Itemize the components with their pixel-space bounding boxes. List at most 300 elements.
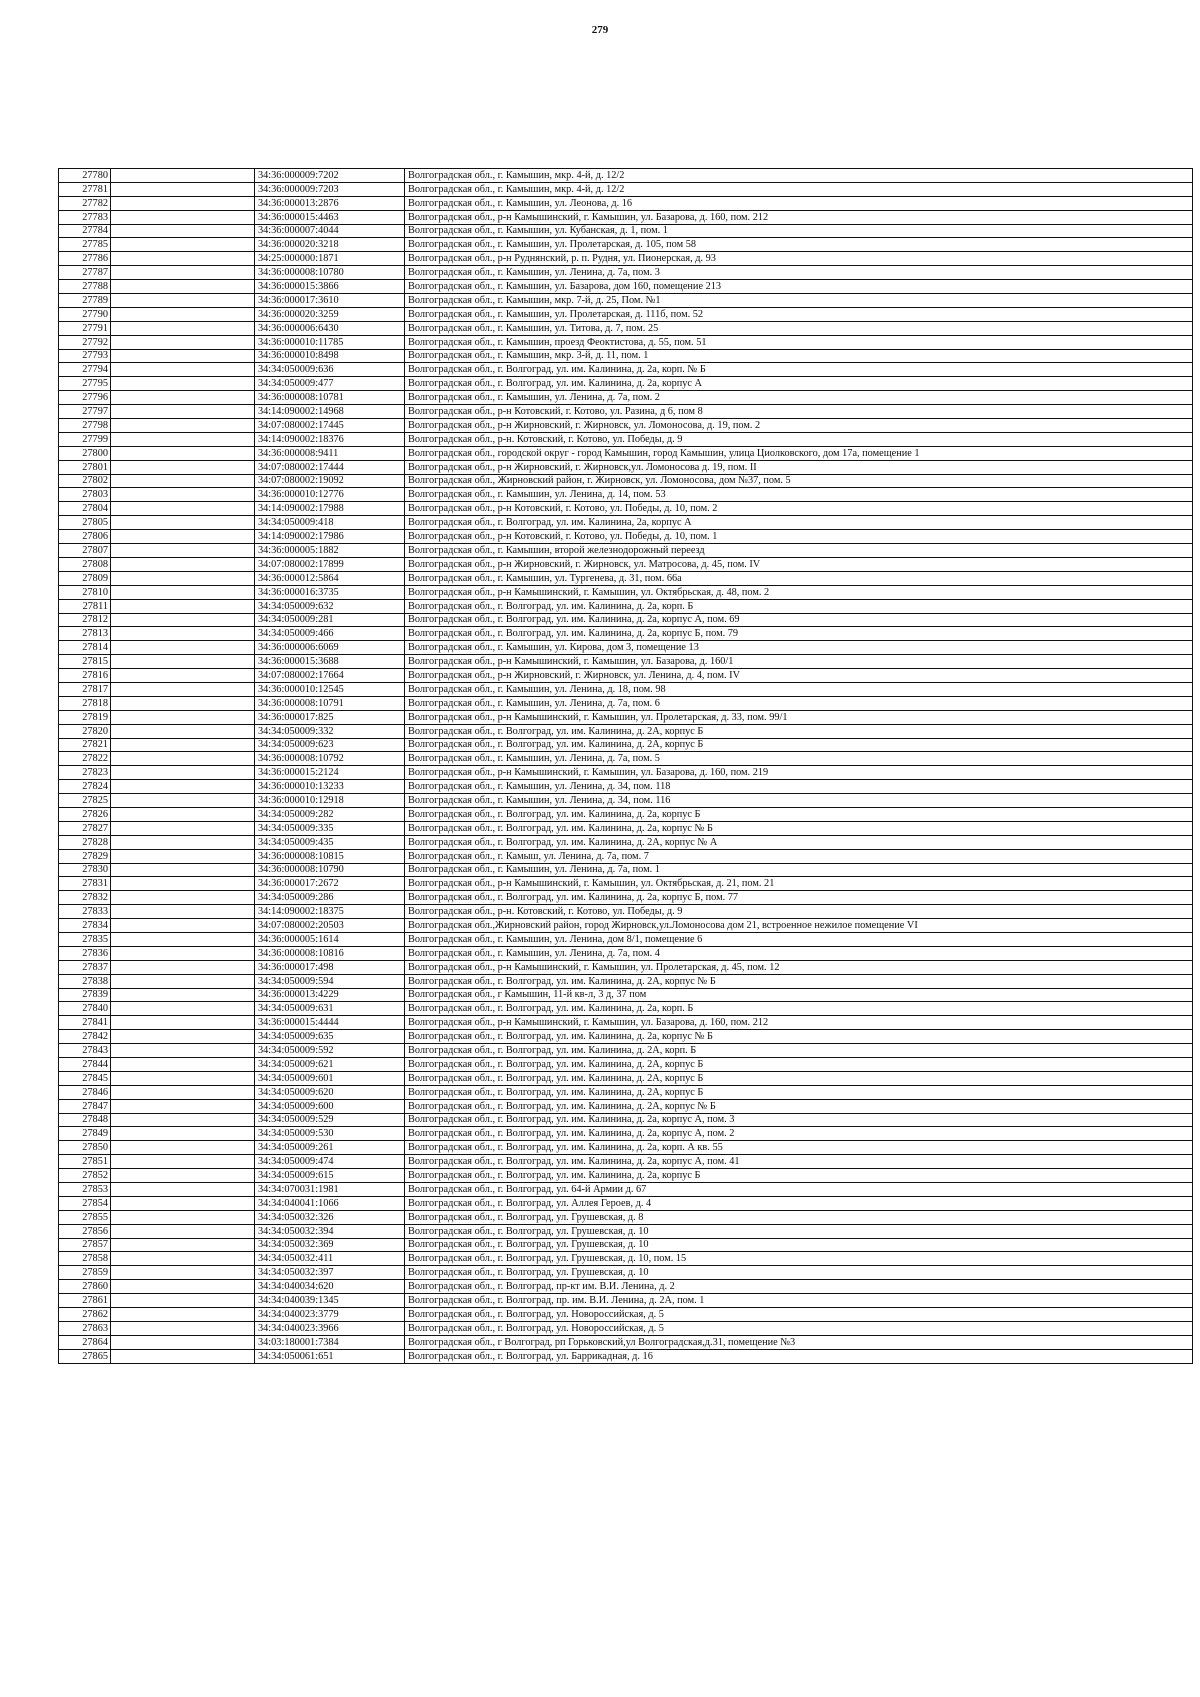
row-number-cell: 27834 — [59, 919, 111, 933]
empty-cell — [111, 252, 255, 266]
table-row — [59, 849, 1193, 863]
cadastral-number-cell: 34:36:000005:1882 — [255, 544, 405, 558]
cadastral-number-cell: 34:34:050009:261 — [255, 1141, 405, 1155]
cadastral-number-cell: 34:14:090002:18375 — [255, 905, 405, 919]
address-cell: Волгоградская обл., р-н Котовский, г. Котово, ул. Победы, д. 10, пом. 1 — [405, 530, 1193, 544]
empty-cell — [111, 446, 255, 460]
address-cell: Волгоградская обл., г. Волгоград, ул. им. Калинина, д. 2А, корпус № А — [405, 835, 1193, 849]
empty-cell — [111, 585, 255, 599]
table-row — [59, 1335, 1193, 1349]
row-number-cell: 27823 — [59, 766, 111, 780]
table-row — [59, 1113, 1193, 1127]
address-cell: Волгоградская обл., г. Волгоград, ул. им. Калинина, д. 2а, корпус А, пом. 2 — [405, 1127, 1193, 1141]
empty-cell — [111, 169, 255, 183]
table-row — [59, 377, 1193, 391]
row-number-cell: 27863 — [59, 1321, 111, 1335]
table-row — [59, 1321, 1193, 1335]
address-cell: Волгоградская обл., г. Волгоград, пр. им. В.И. Ленина, д. 2А, пом. 1 — [405, 1294, 1193, 1308]
table-row — [59, 1044, 1193, 1058]
address-cell: Волгоградская обл., р-н Камышинский, г. Камышин, ул. Октябрьская, д. 21, пом. 21 — [405, 877, 1193, 891]
cadastral-number-cell: 34:36:000008:10815 — [255, 849, 405, 863]
row-number-cell: 27857 — [59, 1238, 111, 1252]
empty-cell — [111, 280, 255, 294]
address-cell: Волгоградская обл., г. Волгоград, ул. Новороссийская, д. 5 — [405, 1308, 1193, 1322]
cadastral-number-cell: 34:36:000008:10790 — [255, 863, 405, 877]
cadastral-number-cell: 34:34:050032:369 — [255, 1238, 405, 1252]
address-cell: Волгоградская обл., г. Камышин, ул. Леонова, д. 16 — [405, 196, 1193, 210]
empty-cell — [111, 905, 255, 919]
address-cell: Волгоградская обл., р-н Котовский, г. Котово, ул. Разина, д 6, пом 8 — [405, 405, 1193, 419]
table-row — [59, 988, 1193, 1002]
table-row — [59, 627, 1193, 641]
address-cell: Волгоградская обл., р-н Камышинский, г. Камышин, ул. Пролетарская, д. 33, пом. 99/1 — [405, 710, 1193, 724]
cadastral-number-cell: 34:14:090002:17988 — [255, 502, 405, 516]
cadastral-number-cell: 34:14:090002:17986 — [255, 530, 405, 544]
address-cell: Волгоградская обл., р-н Жирновский, г. Жирновск,ул. Ломоносова д. 19, пом. II — [405, 460, 1193, 474]
row-number-cell: 27801 — [59, 460, 111, 474]
empty-cell — [111, 1266, 255, 1280]
cadastral-number-cell: 34:34:040023:3966 — [255, 1321, 405, 1335]
empty-cell — [111, 502, 255, 516]
cadastral-number-cell: 34:07:080002:20503 — [255, 919, 405, 933]
empty-cell — [111, 432, 255, 446]
table-row — [59, 210, 1193, 224]
cadastral-number-cell: 34:25:000000:1871 — [255, 252, 405, 266]
address-cell: Волгоградская обл., г. Камышин, ул. Базарова, дом 160, помещение 213 — [405, 280, 1193, 294]
empty-cell — [111, 877, 255, 891]
empty-cell — [111, 655, 255, 669]
address-cell: Волгоградская обл., г Волгоград, рп Горьковский,ул Волгоградская,д.31, помещение №3 — [405, 1335, 1193, 1349]
table-row — [59, 1294, 1193, 1308]
cadastral-number-cell: 34:34:050009:530 — [255, 1127, 405, 1141]
empty-cell — [111, 1155, 255, 1169]
empty-cell — [111, 1238, 255, 1252]
table-row — [59, 1002, 1193, 1016]
address-cell: Волгоградская обл., г. Волгоград, ул. Аллея Героев, д. 4 — [405, 1196, 1193, 1210]
row-number-cell: 27793 — [59, 349, 111, 363]
address-cell: Волгоградская обл., г. Камышин, мкр. 4-й, д. 12/2 — [405, 169, 1193, 183]
empty-cell — [111, 335, 255, 349]
cadastral-number-cell: 34:36:000015:3688 — [255, 655, 405, 669]
empty-cell — [111, 738, 255, 752]
cadastral-number-cell: 34:34:050009:636 — [255, 363, 405, 377]
address-cell: Волгоградская обл., г. Волгоград, ул. им. Калинина, д. 2А, корпус Б — [405, 724, 1193, 738]
row-number-cell: 27794 — [59, 363, 111, 377]
row-number-cell: 27825 — [59, 794, 111, 808]
row-number-cell: 27861 — [59, 1294, 111, 1308]
empty-cell — [111, 530, 255, 544]
cadastral-number-cell: 34:34:050009:621 — [255, 1058, 405, 1072]
row-number-cell: 27843 — [59, 1044, 111, 1058]
cadastral-number-cell: 34:07:080002:17899 — [255, 557, 405, 571]
cadastral-number-cell: 34:34:050009:529 — [255, 1113, 405, 1127]
address-cell: Волгоградская обл., г. Камышин, ул. Ленина, д. 7а, пом. 1 — [405, 863, 1193, 877]
row-number-cell: 27783 — [59, 210, 111, 224]
table-row — [59, 1280, 1193, 1294]
cadastral-number-cell: 34:07:080002:17445 — [255, 419, 405, 433]
empty-cell — [111, 641, 255, 655]
row-number-cell: 27804 — [59, 502, 111, 516]
cadastral-number-cell: 34:34:050009:286 — [255, 891, 405, 905]
table-row — [59, 446, 1193, 460]
cadastral-number-cell: 34:36:000006:6430 — [255, 321, 405, 335]
table-row — [59, 613, 1193, 627]
address-cell: Волгоградская обл., р-н Камышинский, г. Камышин, ул. Октябрьская, д. 48, пом. 2 — [405, 585, 1193, 599]
cadastral-number-cell: 34:34:050009:592 — [255, 1044, 405, 1058]
table-row — [59, 641, 1193, 655]
table-row — [59, 488, 1193, 502]
cadastral-number-cell: 34:36:000010:12918 — [255, 794, 405, 808]
address-cell: Волгоградская обл., г. Волгоград, ул. им. Калинина, д. 2А, корпус Б — [405, 1058, 1193, 1072]
empty-cell — [111, 1252, 255, 1266]
table-row — [59, 1155, 1193, 1169]
table-row — [59, 599, 1193, 613]
cadastral-number-cell: 34:36:000016:3735 — [255, 585, 405, 599]
address-cell: Волгоградская обл., г. Камыш, ул. Ленина, д. 7а, пом. 7 — [405, 849, 1193, 863]
row-number-cell: 27846 — [59, 1085, 111, 1099]
cadastral-number-cell: 34:36:000010:12776 — [255, 488, 405, 502]
cadastral-number-cell: 34:34:050009:601 — [255, 1071, 405, 1085]
address-cell: Волгоградская обл., г. Волгоград, ул. им. Калинина, д. 2а, корп. Б — [405, 1002, 1193, 1016]
empty-cell — [111, 1127, 255, 1141]
empty-cell — [111, 863, 255, 877]
row-number-cell: 27850 — [59, 1141, 111, 1155]
cadastral-number-cell: 34:34:070031:1981 — [255, 1183, 405, 1197]
cadastral-number-cell: 34:34:050009:335 — [255, 821, 405, 835]
address-cell: Волгоградская обл., г. Волгоград, ул. им. Калинина, д. 2а, корп. № Б — [405, 363, 1193, 377]
table-row — [59, 516, 1193, 530]
address-cell: Волгоградская обл., р-н Жирновский, г. Жирновск, ул. Ломоносова, д. 19, пом. 2 — [405, 419, 1193, 433]
empty-cell — [111, 377, 255, 391]
cadastral-number-cell: 34:36:000008:9411 — [255, 446, 405, 460]
row-number-cell: 27847 — [59, 1099, 111, 1113]
empty-cell — [111, 919, 255, 933]
table-row — [59, 1169, 1193, 1183]
cadastral-number-cell: 34:34:050009:477 — [255, 377, 405, 391]
empty-cell — [111, 474, 255, 488]
table-row — [59, 780, 1193, 794]
table-row — [59, 1349, 1193, 1363]
empty-cell — [111, 613, 255, 627]
cadastral-number-cell: 34:34:050009:418 — [255, 516, 405, 530]
row-number-cell: 27844 — [59, 1058, 111, 1072]
row-number-cell: 27841 — [59, 1016, 111, 1030]
row-number-cell: 27820 — [59, 724, 111, 738]
table-row — [59, 335, 1193, 349]
table-row — [59, 1141, 1193, 1155]
row-number-cell: 27859 — [59, 1266, 111, 1280]
table-row — [59, 1016, 1193, 1030]
address-cell: Волгоградская обл., г. Камышин, ул. Кирова, дом 3, помещение 13 — [405, 641, 1193, 655]
empty-cell — [111, 1030, 255, 1044]
address-cell: Волгоградская обл., г. Камышин, мкр. 4-й, д. 12/2 — [405, 182, 1193, 196]
table-row — [59, 391, 1193, 405]
table-row — [59, 919, 1193, 933]
row-number-cell: 27782 — [59, 196, 111, 210]
address-cell: Волгоградская обл., г. Волгоград, ул. им. Калинина, д. 2а, корпус А, пом. 3 — [405, 1113, 1193, 1127]
address-cell: Волгоградская обл., г. Волгоград, ул. им. Калинина, 2а, корпус А — [405, 516, 1193, 530]
table-row — [59, 669, 1193, 683]
table-row — [59, 238, 1193, 252]
row-number-cell: 27788 — [59, 280, 111, 294]
empty-cell — [111, 1308, 255, 1322]
table-row — [59, 349, 1193, 363]
empty-cell — [111, 974, 255, 988]
table-row — [59, 752, 1193, 766]
empty-cell — [111, 710, 255, 724]
address-cell: Волгоградская обл., г. Волгоград, ул. им. Калинина, д. 2а, корпус Б, пом. 79 — [405, 627, 1193, 641]
table-row — [59, 280, 1193, 294]
address-cell: Волгоградская обл., г. Камышин, мкр. 7-й, д. 25, Пом. №1 — [405, 294, 1193, 308]
row-number-cell: 27787 — [59, 266, 111, 280]
cadastral-number-cell: 34:36:000006:6069 — [255, 641, 405, 655]
cadastral-number-cell: 34:34:050009:474 — [255, 1155, 405, 1169]
row-number-cell: 27833 — [59, 905, 111, 919]
table-row — [59, 863, 1193, 877]
row-number-cell: 27807 — [59, 544, 111, 558]
cadastral-number-cell: 34:34:050009:282 — [255, 807, 405, 821]
cadastral-number-cell: 34:36:000009:7202 — [255, 169, 405, 183]
cadastral-number-cell: 34:34:040039:1345 — [255, 1294, 405, 1308]
cadastral-number-cell: 34:03:180001:7384 — [255, 1335, 405, 1349]
cadastral-number-cell: 34:36:000008:10781 — [255, 391, 405, 405]
cadastral-number-cell: 34:34:050009:281 — [255, 613, 405, 627]
address-cell: Волгоградская обл., г Камышин, 11-й кв-л, 3 д, 37 пом — [405, 988, 1193, 1002]
table-row — [59, 502, 1193, 516]
row-number-cell: 27848 — [59, 1113, 111, 1127]
address-cell: Волгоградская обл., г. Камышин, второй железнодорожный переезд — [405, 544, 1193, 558]
row-number-cell: 27849 — [59, 1127, 111, 1141]
row-number-cell: 27828 — [59, 835, 111, 849]
row-number-cell: 27803 — [59, 488, 111, 502]
table-row — [59, 1183, 1193, 1197]
address-cell: Волгоградская обл., р-н Камышинский, г. Камышин, ул. Базарова, д. 160/1 — [405, 655, 1193, 669]
empty-cell — [111, 1071, 255, 1085]
cadastral-number-cell: 34:36:000015:2124 — [255, 766, 405, 780]
row-number-cell: 27811 — [59, 599, 111, 613]
address-cell: Волгоградская обл., Жирновский район, г. Жирновск, ул. Ломоносова, дом №37, пом. 5 — [405, 474, 1193, 488]
address-cell: Волгоградская обл., г. Волгоград, ул. им. Калинина, д. 2а, корпус Б — [405, 807, 1193, 821]
address-cell: Волгоградская обл., г. Волгоград, ул. Грушевская, д. 10 — [405, 1266, 1193, 1280]
cadastral-number-cell: 34:34:050009:635 — [255, 1030, 405, 1044]
row-number-cell: 27814 — [59, 641, 111, 655]
address-cell: Волгоградская обл., г. Волгоград, ул. им. Калинина, д. 2а, корпус А, пом. 41 — [405, 1155, 1193, 1169]
table-row — [59, 794, 1193, 808]
empty-cell — [111, 460, 255, 474]
table-row — [59, 252, 1193, 266]
empty-cell — [111, 1224, 255, 1238]
table-row — [59, 1030, 1193, 1044]
cadastral-number-cell: 34:34:050009:435 — [255, 835, 405, 849]
table-row — [59, 544, 1193, 558]
address-cell: Волгоградская обл., г. Волгоград, ул. им. Калинина, д. 2а, корпус А, пом. 69 — [405, 613, 1193, 627]
cadastral-number-cell: 34:07:080002:17664 — [255, 669, 405, 683]
row-number-cell: 27808 — [59, 557, 111, 571]
cadastral-number-cell: 34:36:000013:2876 — [255, 196, 405, 210]
empty-cell — [111, 419, 255, 433]
table-row — [59, 724, 1193, 738]
row-number-cell: 27821 — [59, 738, 111, 752]
row-number-cell: 27851 — [59, 1155, 111, 1169]
address-cell: Волгоградская обл., г. Камышин, проезд Феоктистова, д. 55, пом. 51 — [405, 335, 1193, 349]
row-number-cell: 27817 — [59, 682, 111, 696]
empty-cell — [111, 1016, 255, 1030]
row-number-cell: 27862 — [59, 1308, 111, 1322]
table-row — [59, 877, 1193, 891]
address-cell: Волгоградская обл., г. Камышин, мкр. 3-й, д. 11, пом. 1 — [405, 349, 1193, 363]
cadastral-number-cell: 34:34:050009:620 — [255, 1085, 405, 1099]
address-cell: Волгоградская обл., г. Камышин, ул. Ленина, д. 7а, пом. 4 — [405, 946, 1193, 960]
table-row — [59, 766, 1193, 780]
table-row — [59, 432, 1193, 446]
table-row — [59, 307, 1193, 321]
empty-cell — [111, 821, 255, 835]
cadastral-number-cell: 34:36:000008:10780 — [255, 266, 405, 280]
row-number-cell: 27842 — [59, 1030, 111, 1044]
table-row — [59, 710, 1193, 724]
cadastral-number-cell: 34:36:000012:5864 — [255, 571, 405, 585]
address-cell: Волгоградская обл., р-н. Котовский, г. Котово, ул. Победы, д. 9 — [405, 432, 1193, 446]
table-row — [59, 738, 1193, 752]
empty-cell — [111, 405, 255, 419]
row-number-cell: 27812 — [59, 613, 111, 627]
cadastral-number-cell: 34:34:050032:411 — [255, 1252, 405, 1266]
empty-cell — [111, 1294, 255, 1308]
row-number-cell: 27795 — [59, 377, 111, 391]
table-row — [59, 891, 1193, 905]
table-row — [59, 905, 1193, 919]
cadastral-number-cell: 34:34:050009:466 — [255, 627, 405, 641]
empty-cell — [111, 307, 255, 321]
row-number-cell: 27860 — [59, 1280, 111, 1294]
address-cell: Волгоградская обл., г. Волгоград, ул. им. Калинина, д. 2А, корп. Б — [405, 1044, 1193, 1058]
table-row — [59, 946, 1193, 960]
cadastral-number-cell: 34:34:050009:594 — [255, 974, 405, 988]
cadastral-number-cell: 34:36:000008:10816 — [255, 946, 405, 960]
address-cell: Волгоградская обл., г. Волгоград, ул. им. Калинина, д. 2а, корпус № Б — [405, 1030, 1193, 1044]
address-cell: Волгоградская обл., городской округ - город Камышин, город Камышин, улица Циолковского, дом 17а, помещение 1 — [405, 446, 1193, 460]
table-row — [59, 696, 1193, 710]
empty-cell — [111, 794, 255, 808]
row-number-cell: 27802 — [59, 474, 111, 488]
table-row — [59, 1238, 1193, 1252]
cadastral-number-cell: 34:36:000020:3259 — [255, 307, 405, 321]
table-row — [59, 571, 1193, 585]
address-cell: Волгоградская обл., г. Волгоград, ул. им. Калинина, д. 2а, корп. Б — [405, 599, 1193, 613]
table-row — [59, 1099, 1193, 1113]
row-number-cell: 27806 — [59, 530, 111, 544]
row-number-cell: 27815 — [59, 655, 111, 669]
empty-cell — [111, 724, 255, 738]
table-row — [59, 1058, 1193, 1072]
empty-cell — [111, 516, 255, 530]
address-cell: Волгоградская обл., г. Волгоград, ул. им. Калинина, д. 2а, корп. А кв. 55 — [405, 1141, 1193, 1155]
empty-cell — [111, 599, 255, 613]
address-cell: Волгоградская обл., г. Камышин, ул. Титова, д. 7, пом. 25 — [405, 321, 1193, 335]
cadastral-number-cell: 34:34:040023:3779 — [255, 1308, 405, 1322]
empty-cell — [111, 1141, 255, 1155]
row-number-cell: 27796 — [59, 391, 111, 405]
row-number-cell: 27840 — [59, 1002, 111, 1016]
address-cell: Волгоградская обл., г. Волгоград, ул. им. Калинина, д. 2а, корпус А — [405, 377, 1193, 391]
address-cell: Волгоградская обл., р-н. Котовский, г. Котово, ул. Победы, д. 9 — [405, 905, 1193, 919]
table-row — [59, 294, 1193, 308]
empty-cell — [111, 696, 255, 710]
table-row — [59, 530, 1193, 544]
row-number-cell: 27838 — [59, 974, 111, 988]
row-number-cell: 27854 — [59, 1196, 111, 1210]
row-number-cell: 27830 — [59, 863, 111, 877]
cadastral-number-cell: 34:34:050032:397 — [255, 1266, 405, 1280]
table-row — [59, 557, 1193, 571]
empty-cell — [111, 1113, 255, 1127]
cadastral-number-cell: 34:36:000013:4229 — [255, 988, 405, 1002]
cadastral-number-cell: 34:34:050009:600 — [255, 1099, 405, 1113]
table-row — [59, 321, 1193, 335]
address-cell: Волгоградская обл., г. Волгоград, ул. им. Калинина, д. 2а, корпус Б, пом. 77 — [405, 891, 1193, 905]
table-row — [59, 169, 1193, 183]
empty-cell — [111, 571, 255, 585]
table-row — [59, 682, 1193, 696]
row-number-cell: 27855 — [59, 1210, 111, 1224]
table-row — [59, 974, 1193, 988]
row-number-cell: 27798 — [59, 419, 111, 433]
empty-cell — [111, 182, 255, 196]
address-cell: Волгоградская обл., г. Волгоград, ул. Грушевская, д. 10 — [405, 1224, 1193, 1238]
address-cell: Волгоградская обл.,Жирновский район, город Жирновск,ул.Ломоносова дом 21, встроенное нежилое помещение VI — [405, 919, 1193, 933]
empty-cell — [111, 932, 255, 946]
row-number-cell: 27805 — [59, 516, 111, 530]
cadastral-number-cell: 34:07:080002:19092 — [255, 474, 405, 488]
table-row — [59, 1224, 1193, 1238]
cadastral-number-cell: 34:34:050009:631 — [255, 1002, 405, 1016]
table-row — [59, 1266, 1193, 1280]
cadastral-number-cell: 34:36:000017:2672 — [255, 877, 405, 891]
row-number-cell: 27845 — [59, 1071, 111, 1085]
empty-cell — [111, 488, 255, 502]
row-number-cell: 27835 — [59, 932, 111, 946]
row-number-cell: 27819 — [59, 710, 111, 724]
row-number-cell: 27836 — [59, 946, 111, 960]
empty-cell — [111, 1349, 255, 1363]
row-number-cell: 27824 — [59, 780, 111, 794]
empty-cell — [111, 891, 255, 905]
cadastral-number-cell: 34:34:050009:615 — [255, 1169, 405, 1183]
empty-cell — [111, 669, 255, 683]
cadastral-number-cell: 34:36:000008:10792 — [255, 752, 405, 766]
table-row — [59, 1127, 1193, 1141]
cadastral-number-cell: 34:36:000010:12545 — [255, 682, 405, 696]
row-number-cell: 27786 — [59, 252, 111, 266]
empty-cell — [111, 1321, 255, 1335]
empty-cell — [111, 1099, 255, 1113]
empty-cell — [111, 1044, 255, 1058]
table-row — [59, 363, 1193, 377]
page-number: 279 — [591, 24, 609, 36]
row-number-cell: 27864 — [59, 1335, 111, 1349]
address-cell: Волгоградская обл., г. Волгоград, ул. им. Калинина, д. 2а, корпус Б — [405, 1169, 1193, 1183]
cadastral-number-cell: 34:34:040034:620 — [255, 1280, 405, 1294]
empty-cell — [111, 363, 255, 377]
cadastral-number-cell: 34:36:000010:8498 — [255, 349, 405, 363]
address-cell: Волгоградская обл., г. Волгоград, ул. Грушевская, д. 10 — [405, 1238, 1193, 1252]
cadastral-number-cell: 34:34:040041:1066 — [255, 1196, 405, 1210]
cadastral-number-cell: 34:36:000017:498 — [255, 960, 405, 974]
table-row — [59, 1308, 1193, 1322]
address-cell: Волгоградская обл., г. Волгоград, ул. им. Калинина, д. 2А, корпус Б — [405, 1071, 1193, 1085]
cadastral-number-cell: 34:07:080002:17444 — [255, 460, 405, 474]
empty-cell — [111, 391, 255, 405]
